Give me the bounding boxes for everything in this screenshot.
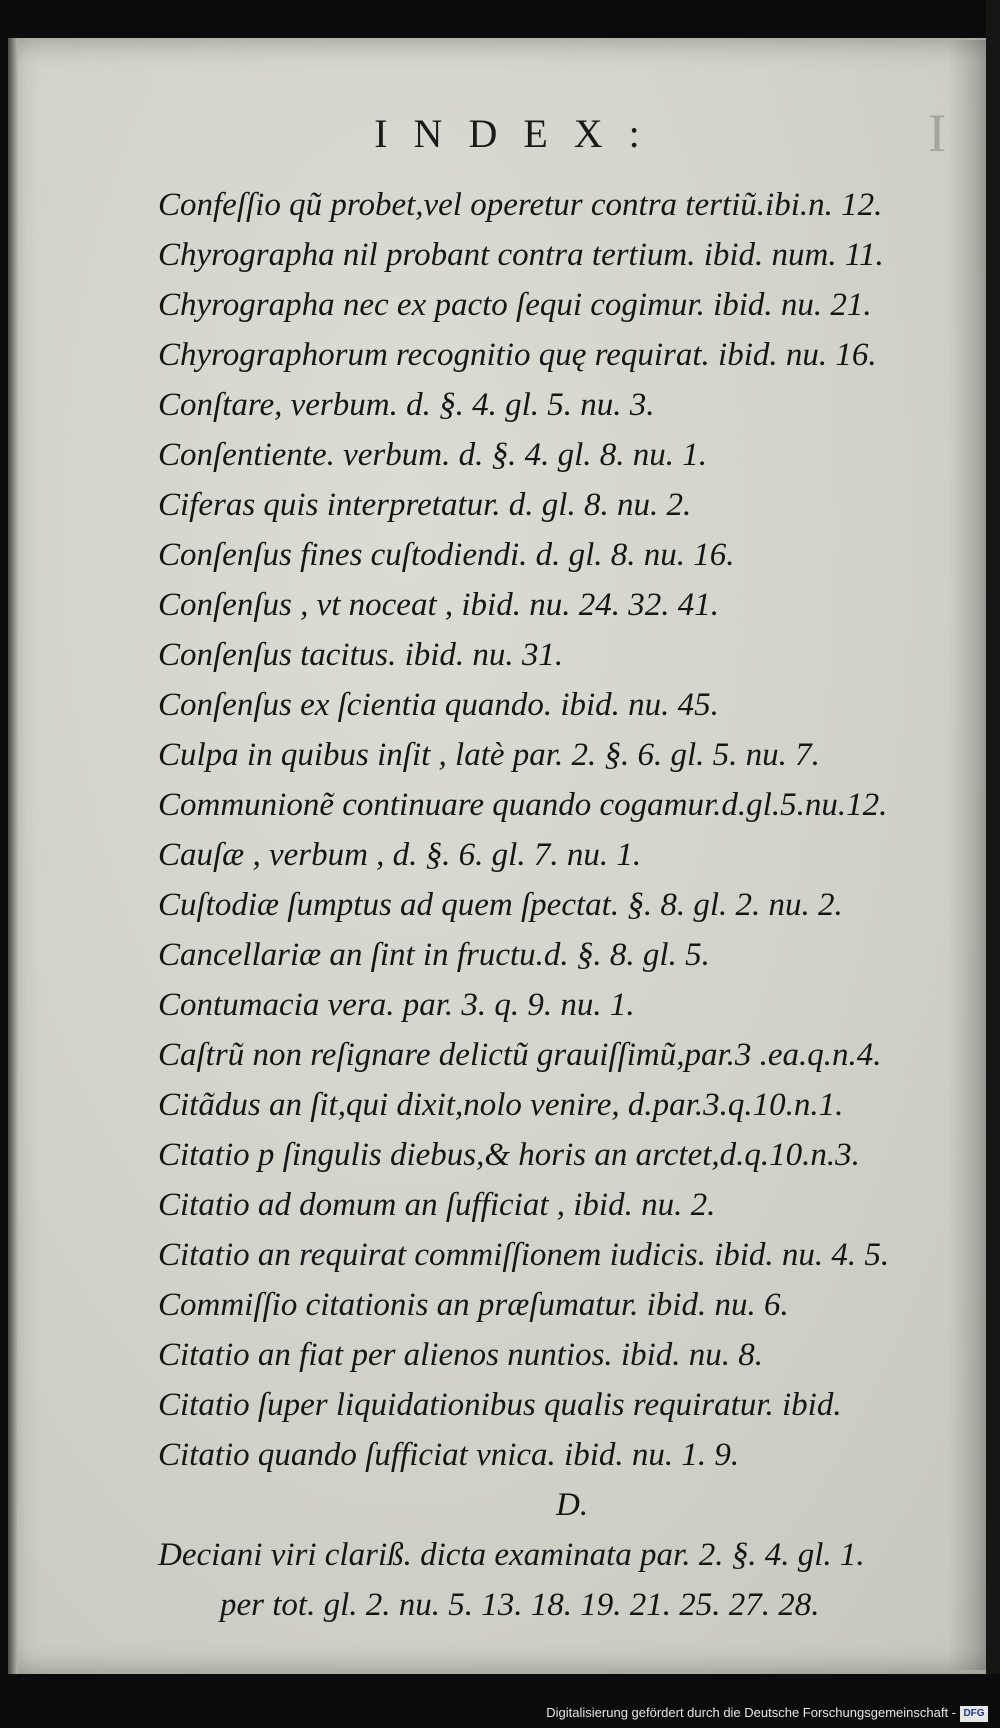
index-entry: Chyrographorum recognitio quę requirat. ibid. nu. 16. [158, 337, 877, 373]
index-entry: Conſenſus ex ſcientia quando. ibid. nu. 45. [158, 687, 719, 723]
index-entry: Cuſtodiæ ſumptus ad quem ſpectat. §. 8. gl. 2. nu. 2. [158, 887, 843, 923]
footer-bar [0, 1674, 1000, 1728]
index-entry: Citatio ad domum an ſufficiat , ibid. nu. 2. [158, 1187, 716, 1223]
index-entry: Caſtrũ non reſignare delictũ grauiſſimũ,par.3 .ea.q.n.4. [158, 1037, 882, 1073]
index-entry: Citatio ſuper liquidationibus qualis requiratur. ibid. [158, 1387, 842, 1423]
index-entry: Cancellariæ an ſint in fructu.d. §. 8. gl. 5. [158, 937, 710, 973]
page-title: INDEX: [374, 111, 666, 156]
index-entry: Culpa in quibus inſit , latè par. 2. §. 6. gl. 5. nu. 7. [158, 737, 820, 773]
index-entry: Contumacia vera. par. 3. q. 9. nu. 1. [158, 987, 635, 1023]
index-entry: Communionẽ continuare quando cogamur.d.gl.5.nu.12. [158, 787, 888, 823]
index-entry: Conſenſus , vt noceat , ibid. nu. 24. 32. 41. [158, 587, 719, 623]
index-entries [158, 180, 998, 1630]
page-left-edge [8, 38, 18, 1674]
index-entry: Chyrographa nec ex pacto ſequi cogimur. ibid. nu. 21. [158, 287, 872, 323]
index-entry: Citatio quando ſufficiat vnica. ibid. nu. 1. 9. [158, 1437, 740, 1473]
index-entry: per tot. gl. 2. nu. 5. 13. 18. 19. 21. 25. 27. 28. [220, 1587, 820, 1623]
index-entry: Commiſſio citationis an præſumatur. ibid. nu. 6. [158, 1287, 789, 1323]
index-entry: Ciferas quis interpretatur. d. gl. 8. nu. 2. [158, 487, 692, 523]
dfg-logo: DFG [960, 1706, 988, 1722]
index-entry: Citatio p ſingulis diebus,& horis an arctet,d.q.10.n.3. [158, 1137, 860, 1173]
index-entry: Deciani viri clariß. dicta examinata par. 2. §. 4. gl. 1. [158, 1537, 865, 1573]
index-entry: Conſenſus fines cuſtodiendi. d. gl. 8. nu. 16. [158, 537, 735, 573]
index-entry: Conſentiente. verbum. d. §. 4. gl. 8. nu. 1. [158, 437, 708, 473]
index-entry: Chyrographa nil probant contra tertium. ibid. num. 11. [158, 237, 884, 273]
index-entry: Confeſſio qũ probet,vel operetur contra tertiũ.ibi.n. 12. [158, 187, 883, 223]
funding-credit: Digitalisierung gefördert durch die Deutsche Forschungsgemeinschaft - [546, 1705, 956, 1720]
index-entry: Cauſæ , verbum , d. §. 6. gl. 7. nu. 1. [158, 837, 642, 873]
section-letter-heading: D. [556, 1487, 589, 1523]
index-entry: Citatio an fiat per alienos nuntios. ibid. nu. 8. [158, 1337, 764, 1373]
index-entry: Conſenſus tacitus. ibid. nu. 31. [158, 637, 564, 673]
bleed-through-glyph: I [928, 103, 946, 163]
index-entry: Citatio an requirat commiſſionem iudicis. ibid. nu. 4. 5. [158, 1237, 890, 1273]
index-entry: Conſtare, verbum. d. §. 4. gl. 5. nu. 3. [158, 387, 655, 423]
index-entry: Citãdus an ſit,qui dixit,nolo venire, d.par.3.q.10.n.1. [158, 1087, 844, 1123]
